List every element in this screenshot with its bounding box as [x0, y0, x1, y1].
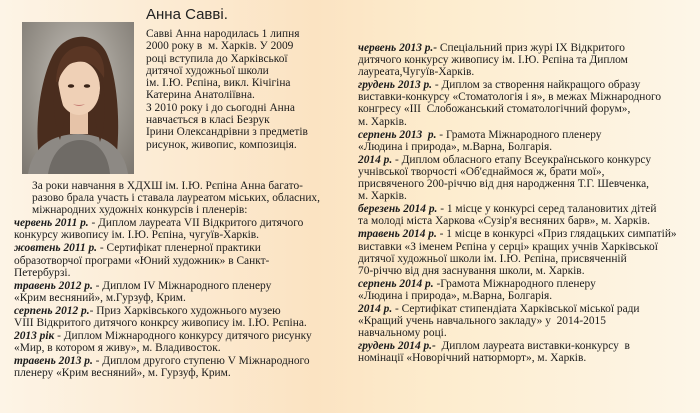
award-text: - Диплом обласного етапу Всеукраїнського конкурсу учнівської творчості «Об'єднаймося ж, брати мої», присвяченого 200-річчю від дня народження Т.Г. Шевченка, м. Харків.: [358, 153, 652, 203]
award-date: жовтень 2011 р.: [14, 242, 98, 255]
award-text: - Диплом за створення найкращого образу виставки-конкурсу «Стоматологія і я», в межах Міжнародного конгресу «ІІІ Слобожанський стоматологічний форум», м. Харків.: [358, 79, 662, 128]
left-column: [14, 180, 346, 381]
award-text: - Приз Харківського художнього музею VIII Відкритого дитячого конкрсу живопису ім. І.Ю. Рєпіна.: [14, 304, 307, 330]
intro-text: Савві Анна народилась 1 липня 2000 року в м. Харків. У 2009 році вступила до Харківської дитячої художньої школи ім. І.Ю. Рєпіна, викл. Кічігіна Катерина Анатоліївна. З 2010 року і до сьогодні Анна навчається в класі Безрук Ірини Олександрівни з предметів рисунок, живопис, композиція.: [146, 28, 308, 151]
award-text: - 1 місце в конкурсі «Приз глядацьких симпатій» виставки «З іменем Рєпіна у серці» кращих учнів Харківської дитячої художньої школи ім. І.Ю. Рєпіна, присвяченній 70-річчю від дня заснування школи, м. Харків.: [358, 228, 677, 277]
award-entry: [358, 79, 694, 127]
award-text: - Диплом другого ступеню V Міжнародного пленеру «Крим весняний», м. Гурзуф, Крим.: [14, 355, 310, 380]
award-date: травень 2012 р.: [14, 279, 93, 292]
award-text: - Сертифікат стипендіата Харківської міської ради «Кращий учень навчального закладу» у 2014-2015 навчальному році.: [358, 302, 640, 340]
portrait-photo-icon: [22, 22, 134, 174]
award-date: грудень 2014 р.-: [358, 340, 436, 353]
award-entry: [14, 355, 346, 379]
award-date: травень 2014 р.: [358, 228, 437, 241]
award-entry: [14, 330, 346, 354]
portrait-photo: [22, 22, 134, 174]
award-text: Спеціальний приз журі IX Відкритого дитячого конкурсу живопису ім. І.Ю. Рєпіна та Диплом лауреата,Чугуїв-Харків.: [358, 42, 628, 79]
award-text: Диплом лауреата виставки-конкурсу в номінації «Новорічний натюрморт», м. Харків.: [358, 340, 630, 365]
award-text: - Диплом IV Міжнародного пленеру «Крим весняний», м.Гурзуф, Крим.: [14, 279, 272, 304]
award-entry: [358, 340, 694, 364]
award-date: грудень 2013 р.: [358, 79, 433, 92]
right-column: [358, 42, 694, 365]
award-entry: [358, 203, 694, 227]
award-entry: [358, 303, 694, 339]
award-text: -Грамота Міжнародного пленеру «Людина і природа», м.Варна, Болгарія.: [358, 277, 596, 302]
award-text: - Диплом Міжнародного конкурсу дитячого рисунку «Мир, в котором я живу», м. Владивосток.: [14, 330, 312, 355]
award-date: серпень 2014 р.: [358, 277, 434, 290]
award-text: - Диплом лауреата VII Відкритого дитячого конкурсу живопису ім. І.Ю. Рєпіна, чугуїв-Харків.: [14, 217, 304, 242]
award-text: - 1 місце у конкурсі серед талановитих дітей та молоді міста Харкова «Сузір'я весняних барв», м. Харків.: [358, 203, 657, 228]
award-date: 2014 р.: [358, 153, 393, 166]
award-entry: [358, 42, 694, 78]
award-entry: [358, 278, 694, 302]
award-date: серпень 2013 р.: [358, 128, 437, 141]
award-date: червень 2013 р.-: [358, 42, 438, 54]
award-date: травень 2013 р.: [14, 355, 93, 368]
award-date: серпень 2012 р.: [14, 304, 90, 317]
award-date: червень 2011 р.: [14, 217, 89, 230]
award-entry: [358, 228, 694, 276]
award-text: - Грамота Міжнародного пленеру «Людина і природа», м.Варна, Болгарія.: [358, 128, 602, 153]
award-entry: [358, 129, 694, 153]
award-entry: [358, 154, 694, 202]
page-title: Анна Савві.: [146, 6, 228, 23]
opening-paragraph: За роки навчання в ХДХШ ім. І.Ю. Рєпіна Анна багато- разово брала участь і ставала лауреатом міських, обласних, міжнародних художніх конкурсів і пленерів:: [32, 180, 320, 217]
award-entry: [14, 280, 346, 304]
award-text: - Сертифікат пленерної практики образотворчої програми «Юний художник» в Санкт- Петербурзі.: [14, 242, 270, 279]
award-entry: [14, 217, 346, 241]
award-entry: [14, 305, 346, 329]
award-date: 2014 р.: [358, 302, 393, 315]
award-date: 2013 рік: [14, 330, 55, 343]
award-entry: [14, 242, 346, 278]
award-date: березень 2014 р.: [358, 203, 438, 216]
